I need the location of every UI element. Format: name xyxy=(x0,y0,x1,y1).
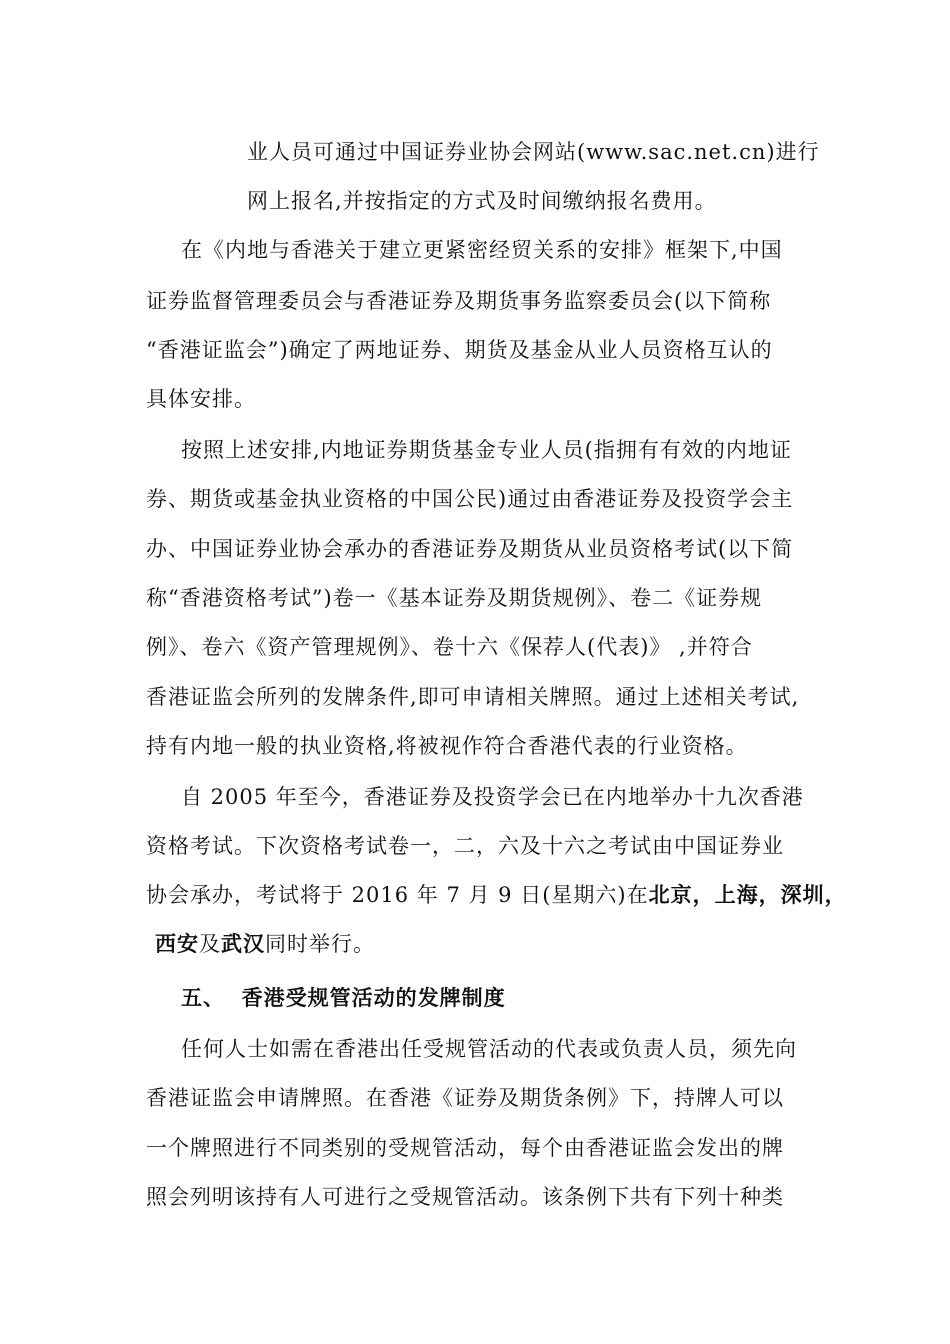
text-line: 业人员可通过中国证券业协会网站(www.sac.net.cn)进行 xyxy=(247,140,820,164)
text-line: 照会列明该持有人可进行之受规管活动。该条例下共有下列十种类 xyxy=(146,1185,784,1209)
text-line: “香港证监会”)确定了两地证券、期货及基金从业人员资格互认的 xyxy=(146,338,773,362)
text-line: 一个牌照进行不同类别的受规管活动，每个由香港证监会发出的牌 xyxy=(146,1136,784,1160)
text-line: 办、中国证券业协会承办的香港证券及期货从业员资格考试(以下简 xyxy=(146,537,794,561)
paragraph-first-line: 自 2005 年至今，香港证券及投资学会已在内地举办十九次香港 xyxy=(181,785,804,809)
text-line: 网上报名,并按指定的方式及时间缴纳报名费用。 xyxy=(247,189,717,213)
conjunction: 及 xyxy=(199,932,221,956)
text-line xyxy=(146,880,847,910)
text-line: 券、期货或基金执业资格的中国公民)通过由香港证券及投资学会主 xyxy=(146,487,794,511)
exam-city: 武汉 xyxy=(221,931,265,956)
text-line: 证券监督管理委员会与香港证券及期货事务监察委员会(以下简称 xyxy=(146,289,772,313)
text-line: 持有内地一般的执业资格,将被视作符合香港代表的行业资格。 xyxy=(146,734,748,758)
section-heading: 五、 香港受规管活动的发牌制度 xyxy=(181,985,506,1010)
text-line: 香港证监会所列的发牌条件,即可申请相关牌照。通过上述相关考试, xyxy=(146,685,800,709)
text-line: 例》、卷六《资产管理规例》、卷十六《保荐人(代表)》 ,并符合 xyxy=(146,635,753,659)
exam-city: 西安 xyxy=(155,931,199,956)
text-line xyxy=(155,929,375,959)
sentence-end: 同时举行。 xyxy=(265,932,375,956)
text-line: 香港证监会申请牌照。在香港《证券及期货条例》下，持牌人可以 xyxy=(146,1086,784,1110)
text-line: 具体安排。 xyxy=(146,387,256,411)
exam-date-text: 协会承办，考试将于 2016 年 7 月 9 日(星期六)在 xyxy=(146,883,649,907)
text-line: 资格考试。下次资格考试卷一，二，六及十六之考试由中国证券业 xyxy=(146,834,784,858)
paragraph-first-line: 在《内地与香港关于建立更紧密经贸关系的安排》框架下,中国 xyxy=(181,238,783,262)
exam-cities: 北京，上海，深圳， xyxy=(648,882,847,907)
paragraph-first-line: 按照上述安排,内地证券期货基金专业人员(指拥有有效的内地证 xyxy=(181,438,792,462)
text-line: 称“香港资格考试”)卷一《基本证券及期货规例》、卷二《证券规 xyxy=(146,586,763,610)
paragraph-first-line: 任何人士如需在香港出任受规管活动的代表或负责人员，须先向 xyxy=(181,1037,797,1061)
